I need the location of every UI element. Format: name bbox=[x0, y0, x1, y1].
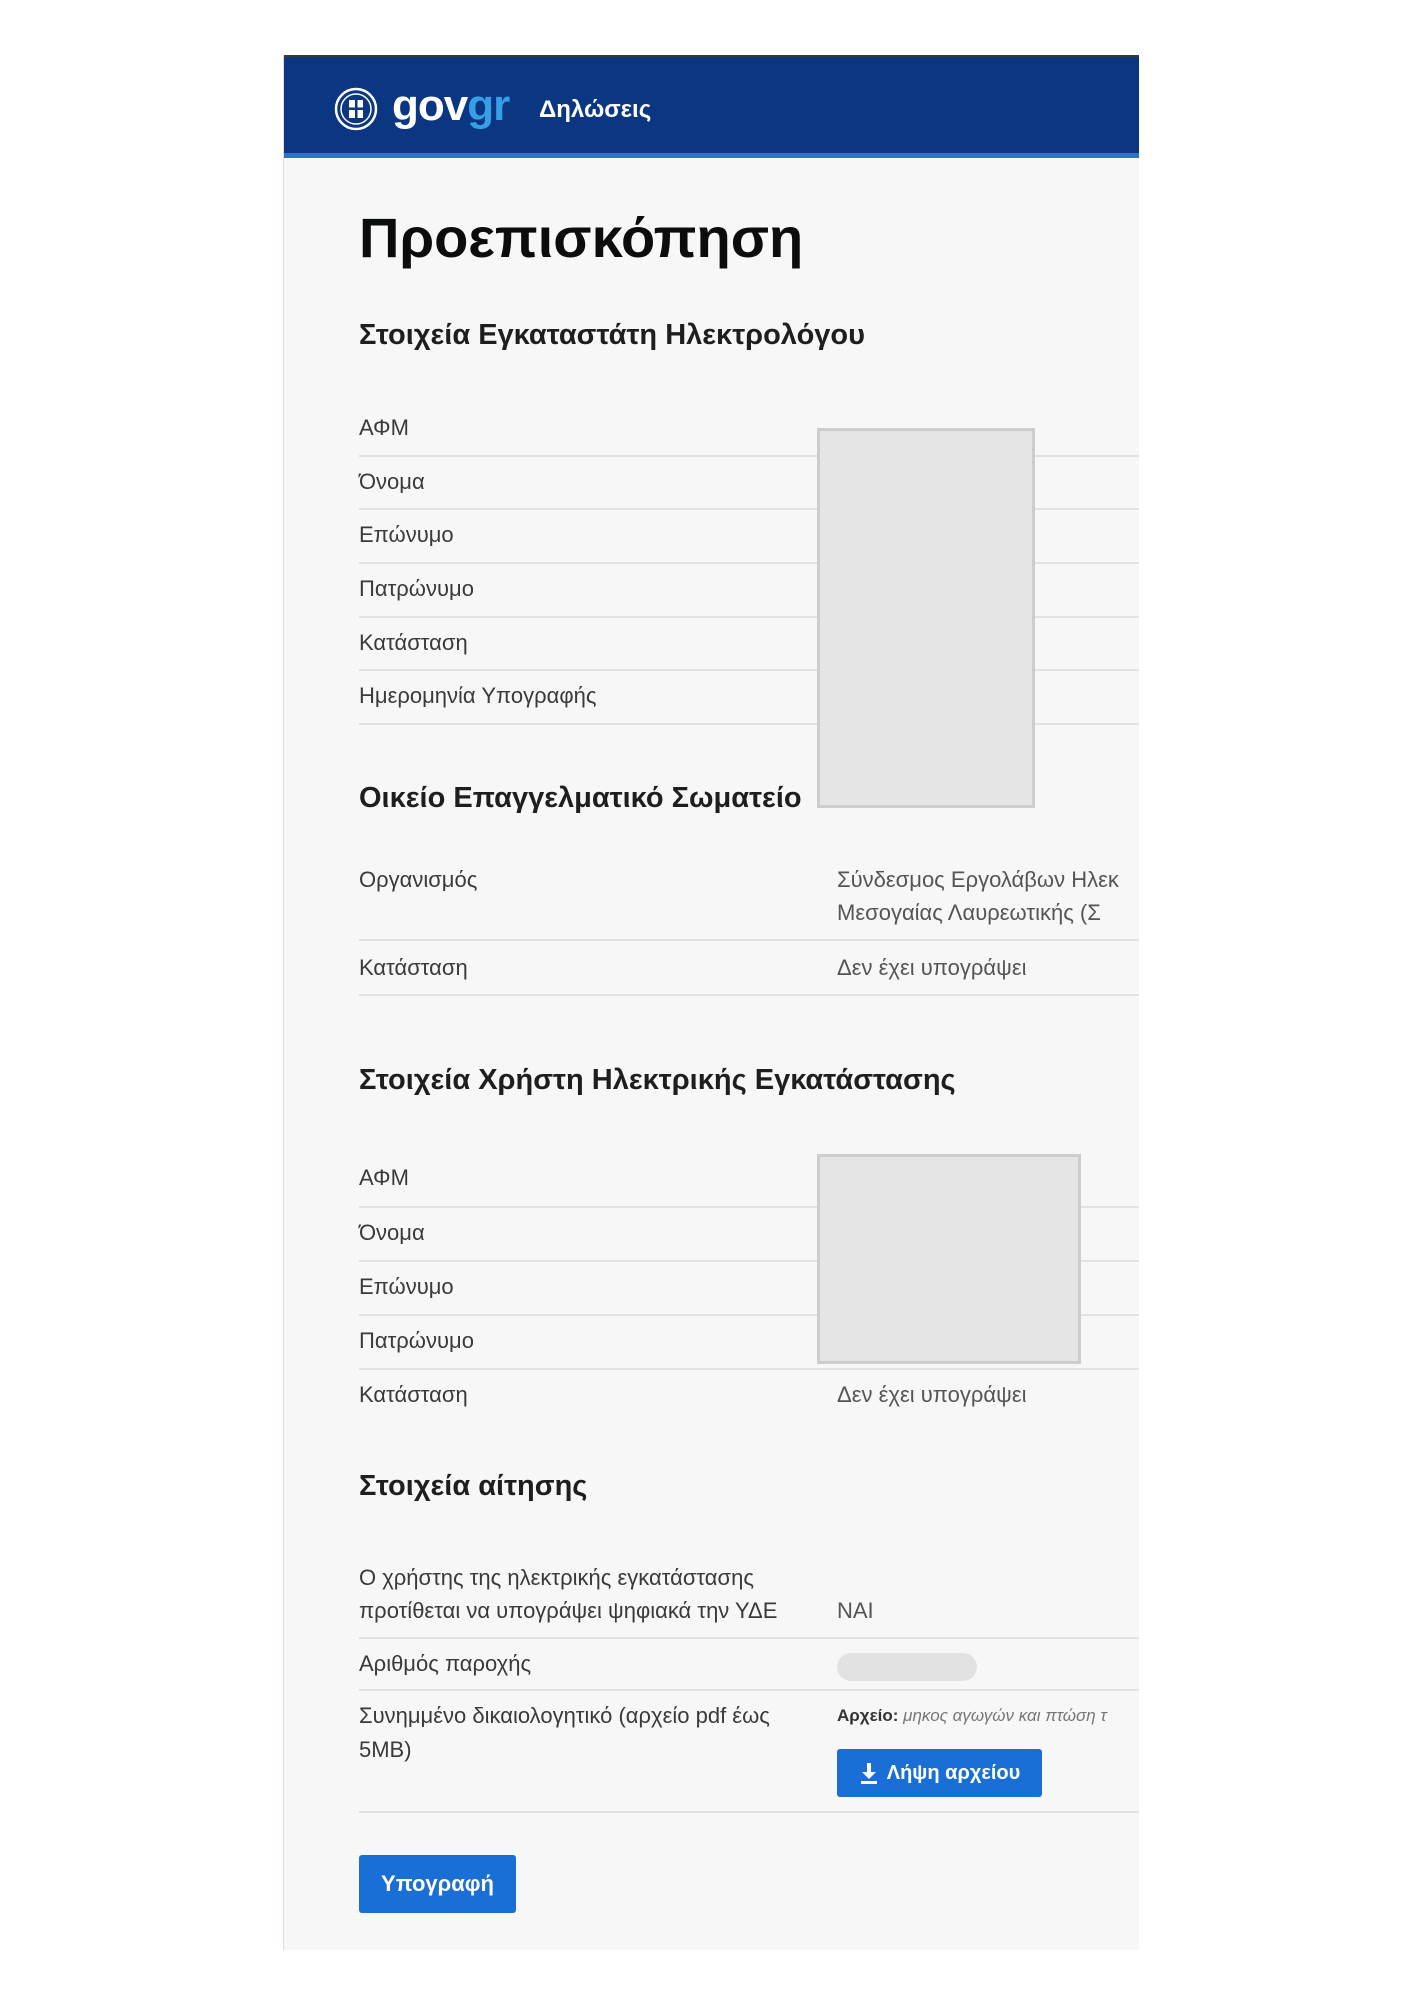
association-row-organization bbox=[359, 855, 1139, 941]
row-label-line2: προτίθεται να υπογράψει ψηφιακά την ΥΔΕ bbox=[359, 1598, 778, 1623]
installer-section-title: Στοιχεία Εγκαταστάτη Ηλεκτρολόγου bbox=[359, 319, 866, 351]
header bbox=[284, 55, 1139, 158]
file-label: Αρχείο: bbox=[837, 1706, 899, 1725]
row-label: ΑΦΜ bbox=[359, 415, 409, 440]
row-label-line1: Συνημμένο δικαιολογητικό (αρχείο pdf έως bbox=[359, 1703, 770, 1728]
row-label-line2: 5MB) bbox=[359, 1737, 412, 1762]
sign-button[interactable]: Υπογραφή bbox=[359, 1855, 516, 1913]
govgr-logo[interactable] bbox=[392, 75, 509, 137]
screen bbox=[283, 55, 1139, 1950]
association-section-title: Οικείο Επαγγελματικό Σωματείο bbox=[359, 782, 802, 814]
row-value: Δεν έχει υπογράψει bbox=[837, 955, 1027, 980]
user-section-title: Στοιχεία Χρήστη Ηλεκτρικής Εγκατάστασης bbox=[359, 1064, 956, 1096]
row-label: Όνομα bbox=[359, 1220, 425, 1245]
row-label: Κατάσταση bbox=[359, 630, 468, 655]
row-label: Αριθμός παροχής bbox=[359, 1651, 532, 1676]
row-value-line2: Μεσογαίας Λαυρεωτικής (Σ bbox=[837, 900, 1101, 925]
row-label: Ημερομηνία Υπογραφής bbox=[359, 683, 597, 708]
application-section-title: Στοιχεία αίτησης bbox=[359, 1470, 588, 1502]
row-label: Όνομα bbox=[359, 469, 425, 494]
row-value: Δεν έχει υπογράψει bbox=[837, 1382, 1027, 1407]
page-title: Προεπισκόπηση bbox=[359, 206, 804, 269]
redacted-user-values bbox=[817, 1154, 1081, 1364]
redacted-supply-number bbox=[837, 1653, 977, 1681]
application-row-supply-number bbox=[359, 1639, 1139, 1691]
logo-gov: gov bbox=[392, 81, 468, 130]
row-value: ΝΑΙ bbox=[837, 1598, 874, 1623]
row-value-line1: Σύνδεσμος Εργολάβων Ηλεκ bbox=[837, 867, 1119, 892]
row-label: Πατρώνυμο bbox=[359, 1328, 474, 1353]
row-label: Κατάσταση bbox=[359, 955, 468, 980]
download-icon bbox=[859, 1762, 879, 1784]
row-label: Επώνυμο bbox=[359, 522, 454, 547]
nav-declarations-link[interactable]: Δηλώσεις bbox=[539, 96, 652, 123]
row-label: Οργανισμός bbox=[359, 867, 478, 892]
download-button-label: Λήψη αρχείου bbox=[886, 1761, 1021, 1784]
application-row-digital-sign-intent bbox=[359, 1555, 1139, 1639]
greek-emblem-icon bbox=[334, 87, 378, 131]
file-name[interactable]: μηκος αγωγών και πτώση τ bbox=[903, 1706, 1107, 1725]
row-label-line1: Ο χρήστης της ηλεκτρικής εγκατάστασης bbox=[359, 1565, 754, 1590]
logo-gr: gr bbox=[467, 81, 510, 130]
row-label: ΑΦΜ bbox=[359, 1165, 409, 1190]
row-label: Επώνυμο bbox=[359, 1274, 454, 1299]
row-label: Κατάσταση bbox=[359, 1382, 468, 1407]
association-row-status bbox=[359, 941, 1139, 996]
attachment-file-info bbox=[837, 1703, 1139, 1729]
row-label: Πατρώνυμο bbox=[359, 576, 474, 601]
download-file-button[interactable] bbox=[837, 1749, 1042, 1797]
user-row-status bbox=[359, 1370, 1139, 1424]
redacted-installer-values bbox=[817, 428, 1035, 808]
